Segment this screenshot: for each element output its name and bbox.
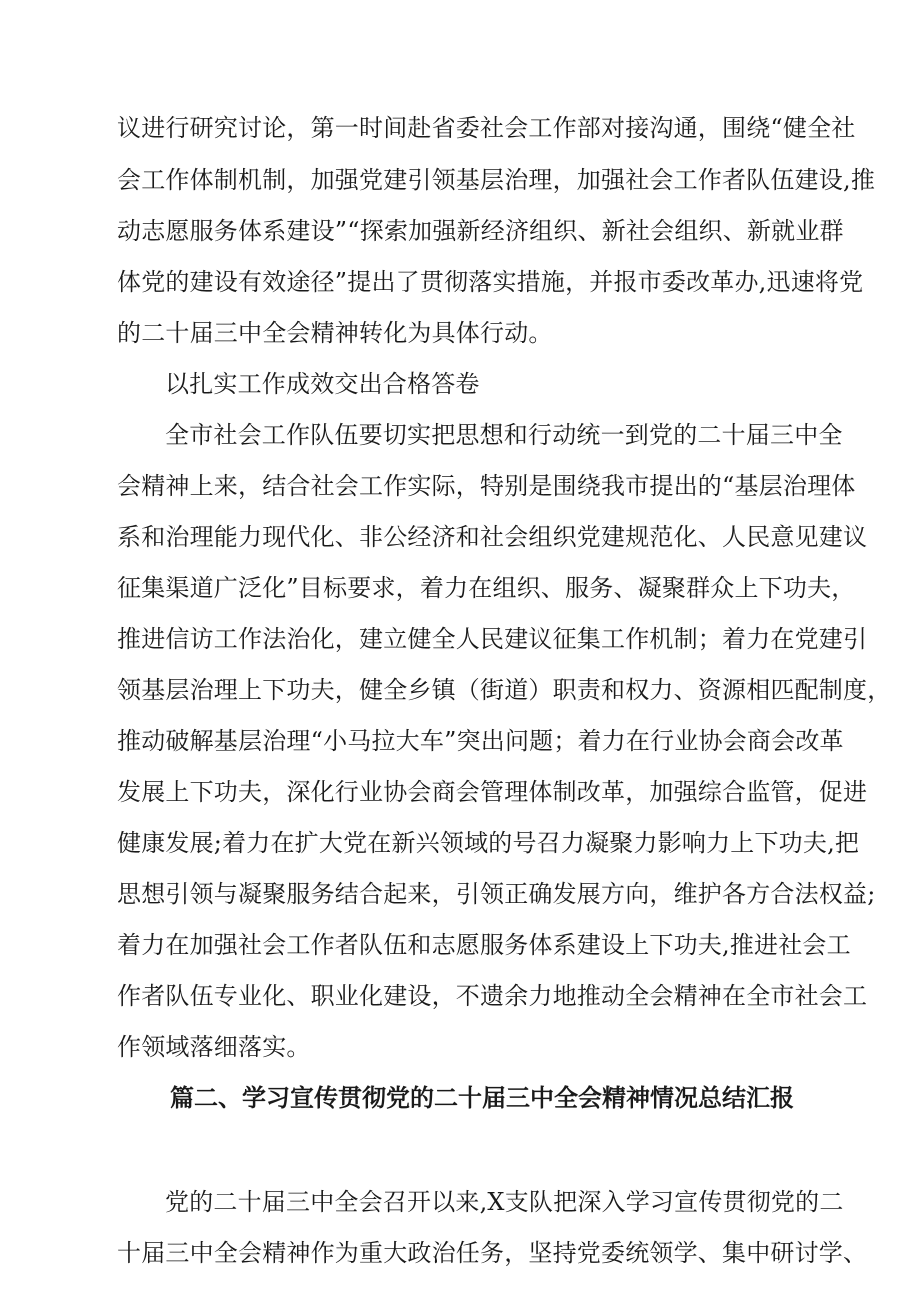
- section-title: 篇二、学习宣传贯彻党的二十届三中全会精神情况总结汇报: [170, 1084, 794, 1112]
- text-line: 体党的建设有效途径”提出了贯彻落实措施，并报市委改革办,迅速将党: [117, 268, 864, 296]
- text-line: 的二十届三中全会精神转化为具体行动。: [117, 319, 553, 347]
- text-line: 会工作体制机制，加强党建引领基层治理，加强社会工作者队伍建设,推: [117, 166, 876, 194]
- text-line: 十届三中全会精神作为重大政治任务，坚持党委统领学、集中研讨学、: [117, 1239, 868, 1267]
- text-line: 领基层治理上下功夫，健全乡镇（街道）职责和权力、资源相匹配制度，: [117, 676, 892, 704]
- text-line: 思想引领与凝聚服务结合起来，引领正确发展方向，维护各方合法权益;: [117, 880, 876, 908]
- text-line: 动志愿服务体系建设”“探索加强新经济组织、新社会组织、新就业群: [117, 217, 844, 245]
- text-line: 着力在加强社会工作者队伍和志愿服务体系建设上下功夫,推进社会工: [117, 931, 851, 959]
- text-line: 会精神上来，结合社会工作实际，特别是围绕我市提出的“基层治理体: [117, 472, 856, 500]
- text-line: 作领域落细落实。: [117, 1033, 311, 1061]
- text-line: 作者队伍专业化、职业化建设，不遗余力地推动全会精神在全市社会工: [117, 982, 868, 1010]
- text-line: 党的二十届三中全会召开以来,X支队把深入学习宣传贯彻党的二: [165, 1188, 844, 1216]
- text-line: 议进行研究讨论，第一时间赴省委社会工作部对接沟通，围绕“健全社: [117, 114, 856, 142]
- text-line: 推进信访工作法治化，建立健全人民建议征集工作机制；着力在党建引: [117, 625, 868, 653]
- text-line: 发展上下功夫，深化行业协会商会管理体制改革，加强综合监管，促进: [117, 778, 868, 806]
- text-line: 推动破解基层治理“小马拉大车”突出问题；着力在行业协会商会改革: [117, 727, 844, 755]
- subheading: 以扎实工作成效交出合格答卷: [165, 370, 480, 398]
- text-line: 健康发展;着力在扩大党在新兴领域的号召力凝聚力影响力上下功夫,把: [117, 829, 860, 857]
- text-line: 全市社会工作队伍要切实把思想和行动统一到党的二十届三中全: [165, 421, 843, 449]
- text-line: 系和治理能力现代化、非公经济和社会组织党建规范化、人民意见建议: [117, 523, 868, 551]
- text-line: 征集渠道广泛化”目标要求，着力在组织、服务、凝聚群众上下功夫，: [117, 574, 856, 602]
